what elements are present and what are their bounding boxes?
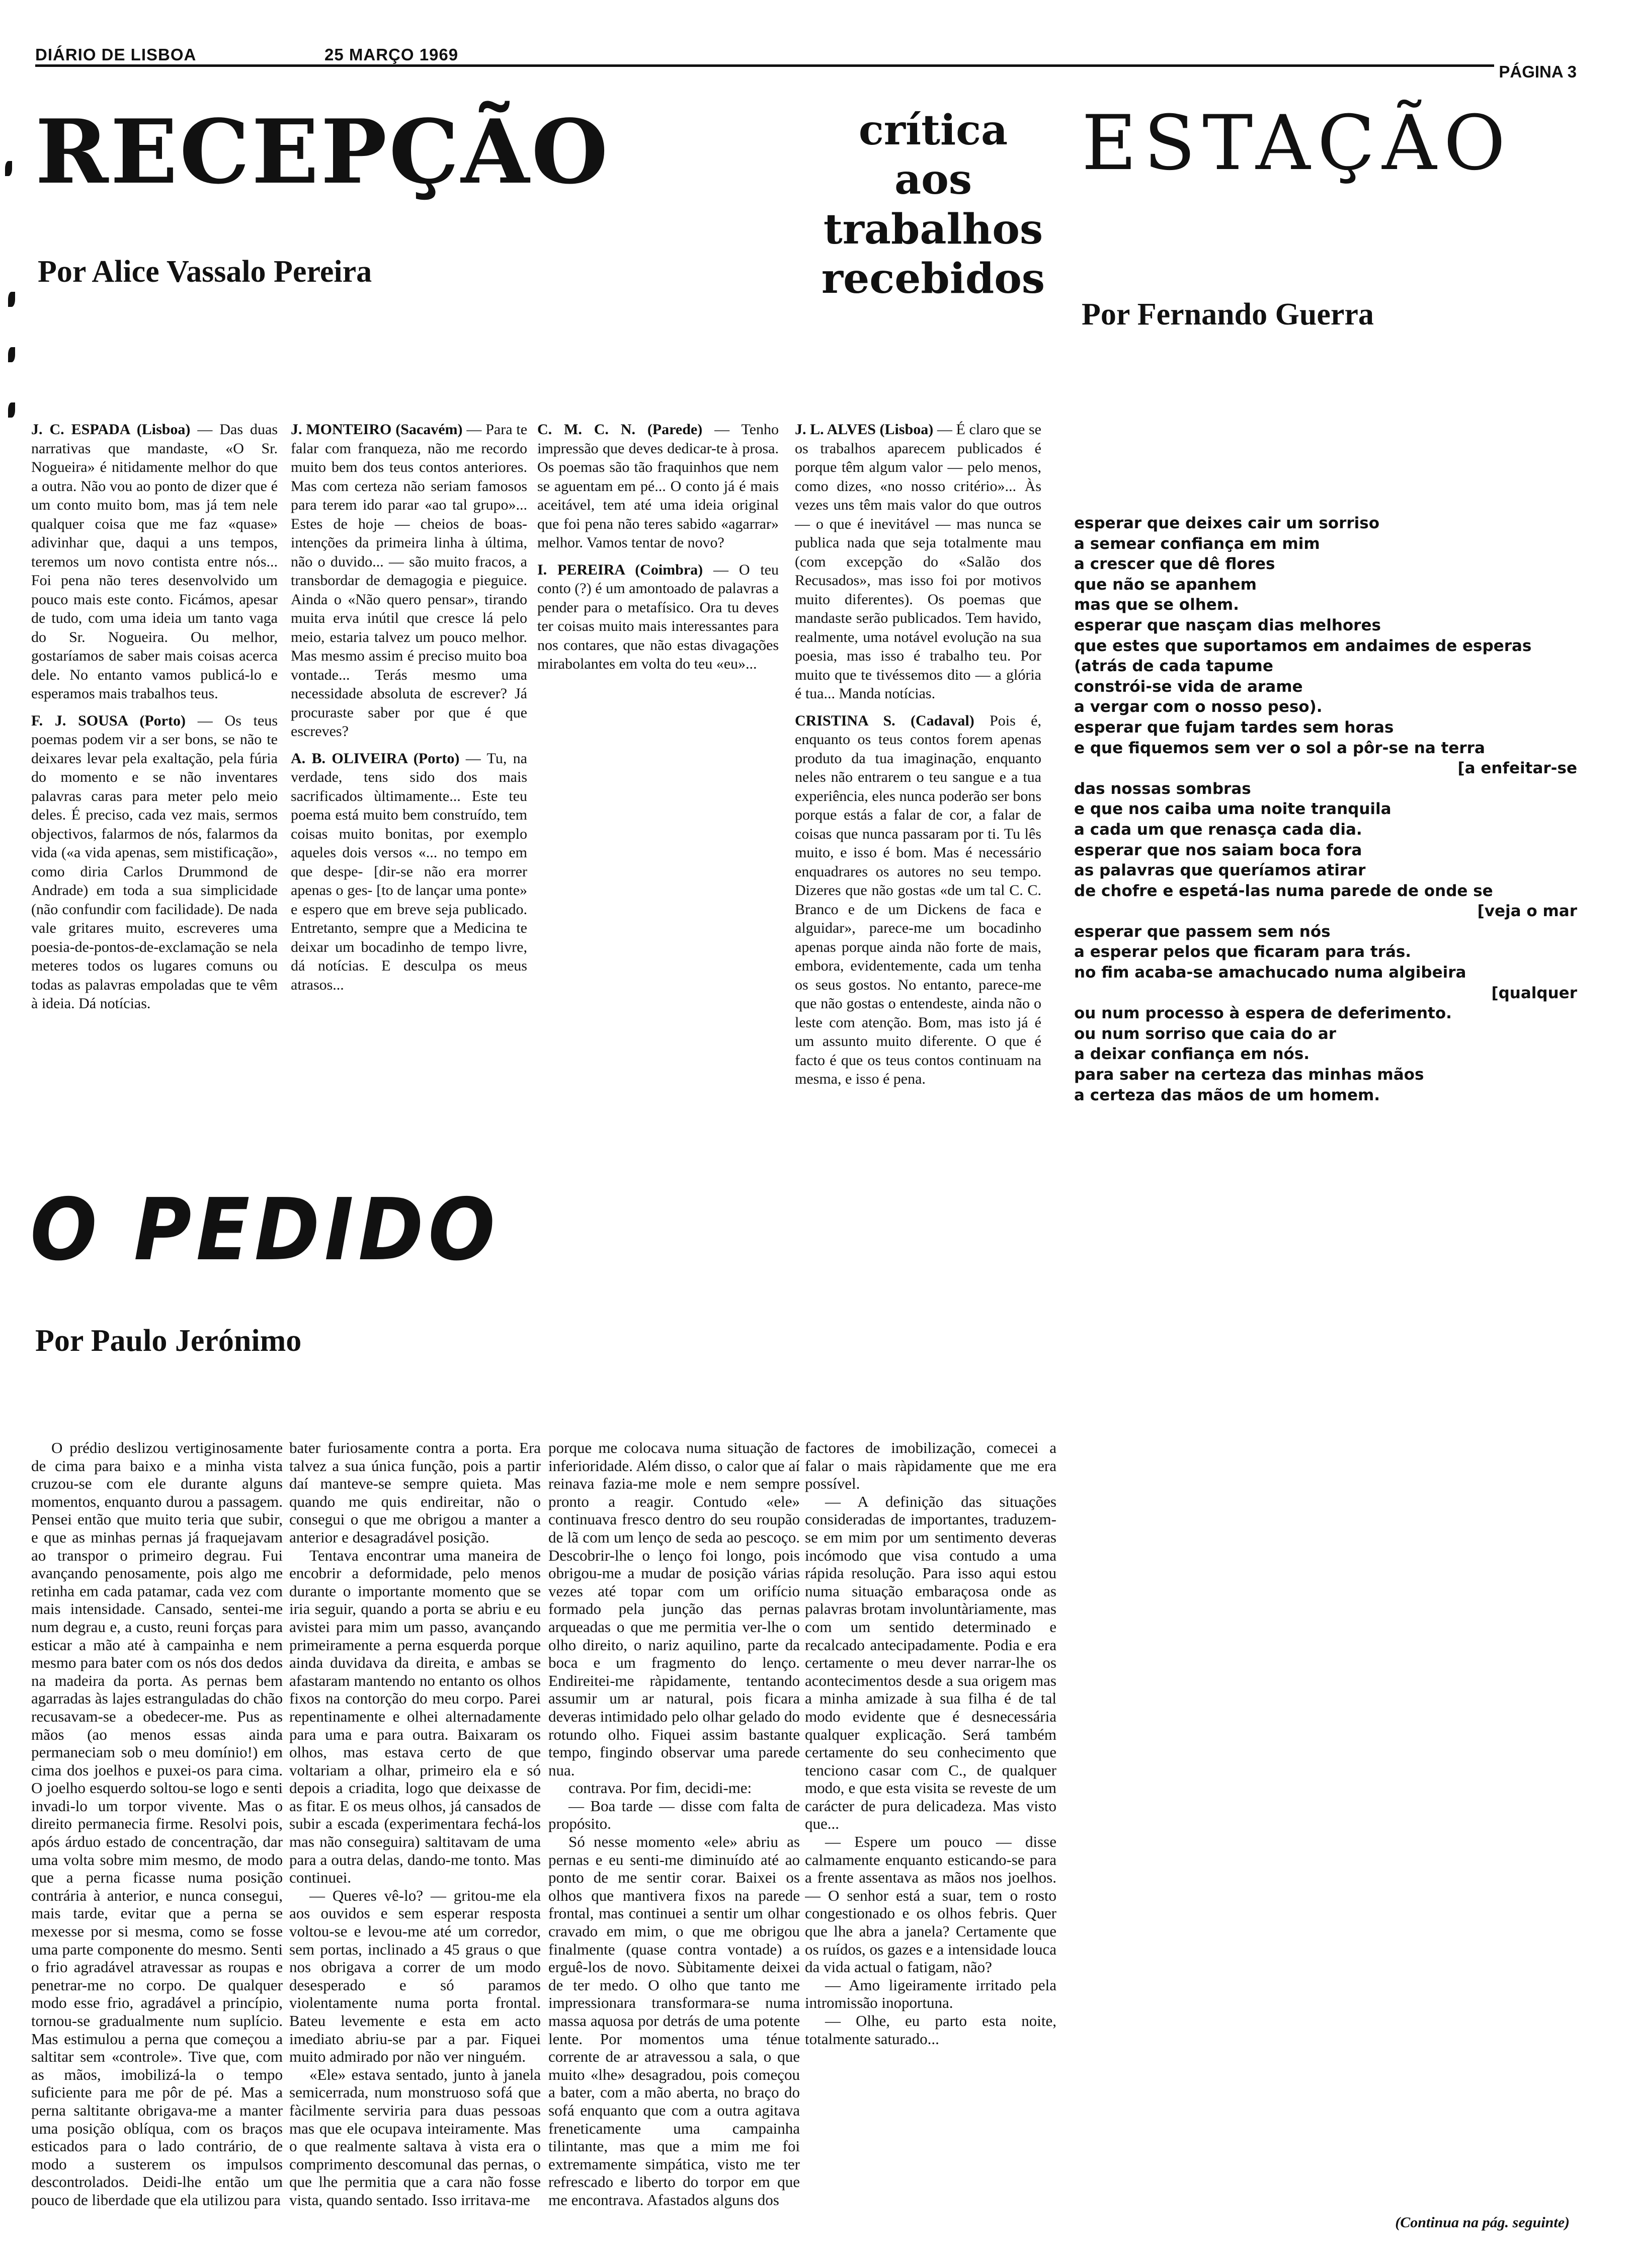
entry-name: F. J. SOUSA (Porto) bbox=[31, 712, 186, 729]
poem-line: esperar que deixes cair um sorriso bbox=[1074, 514, 1380, 532]
entry-name: J. C. ESPADA (Lisboa) bbox=[31, 421, 191, 438]
story-paragraph: — Boa tarde — disse com falta de propósito. bbox=[548, 1797, 800, 1833]
header-rule bbox=[35, 64, 1494, 67]
entry-text: — Tu, na verdade, tens sido dos mais sacrificados ùltimamente... Este teu poema está muito bem construído, tem coisas muito bonitas, por exemplo aqueles dois versos «... no tempo em que despe- [dir-se não era morrer apenas o ges- [to de lançar uma ponte» e espero que em breve seja publicado. Entretanto, sempre que a Medicina te deixar um bocadinho de tempo livre, dá notícias. E desculpa os meus atrasos... bbox=[291, 750, 527, 993]
poem-line: a certeza das mãos de um homem. bbox=[1074, 1086, 1380, 1104]
story-paragraph: — Olhe, eu parto esta noite, totalmente saturado... bbox=[805, 2012, 1056, 2048]
poem-line: a deixar confiança em nós. bbox=[1074, 1045, 1310, 1064]
entry-text: Pois é, enquanto os teus contos forem apenas produto da tua imaginação, enquanto neles não entrarem o teu sangue e a tua experiência, eles nunca poderão ser bons porque estás a falar de cor, a falar de coisas que nunca passaram por ti. Tu lês muito, e isso é bom. Mas é necessário enquadrares os autores no seu tempo. Dizeres que não gostas «de um tal C. C. Branco e de um Dickens de faca e alguidar», parece-me um bocadinho apenas porque ainda não forte de mais, embora, evidentemente, cada um tenha os seus gostos. No entanto, parece-me que não gostas o entendeste, ainda não o leste com atenção. Bom, mas isto já é um assunto muito diferente. O que é facto é que os teus contos continuam na mesma, e isso é pena. bbox=[795, 712, 1041, 1087]
poem-line: das nossas sombras bbox=[1074, 779, 1251, 798]
pedido-column-6 bbox=[1318, 1439, 1572, 2209]
poem-line: [veja o mar bbox=[1477, 902, 1577, 921]
pedido-column-3 bbox=[548, 1439, 800, 2224]
page-number: PÁGINA 3 bbox=[1499, 62, 1577, 81]
entry-name: J. MONTEIRO (Sacavém) bbox=[291, 421, 463, 438]
entry-name: I. PEREIRA (Coimbra) bbox=[537, 561, 703, 578]
poem-line: a semear confiança em mim bbox=[1074, 534, 1320, 553]
poem-line: ou num sorriso que caia do ar bbox=[1074, 1024, 1337, 1043]
poem-line: [a enfeitar-se bbox=[1457, 759, 1577, 778]
poem-line: esperar que passem sem nós bbox=[1074, 922, 1331, 941]
poem-line: esperar que fujam tardes sem horas bbox=[1074, 718, 1394, 737]
entry-name: C. M. C. N. (Parede) bbox=[537, 421, 703, 438]
story-paragraph: — A definição das situações consideradas de importantes, traduzem-se em mim por um sentimento deveras incómodo que visa contudo a uma rápida resolução. Para isso aqui estou numa situação embaraçosa onde as palavras brotam involuntàriamente, mas com um sentido determinado e recalcado antecipadamente. Podia e era certamente o meu dever narrar-lhe os acontecimentos desde a sua origem mas a minha amizade à sua filha é de tal modo evidente que é desnecessária qualquer explicação. Será também certamente do seu conhecimento que tenciono casar com C., de qualquer modo, e que esta visita se reveste de um carácter de pura delicadeza. Mas visto que... bbox=[805, 1492, 1056, 1833]
entry-text: — Para te falar com franqueza, não me recordo muito bem dos teus contos anteriores. Mas com certeza não seriam famosos para terem ido parar «ao tal grupo»... Estes de hoje — cheios de boas-intenções da primeira linha à última, não o duvido... — são muito fracos, a transbordar de demagogia e pieguice. Ainda o «Não quero pensar», tirando muita erva inútil que cresce lá pelo meio, estaria talvez um pouco melhor. Mas mesmo assim é preciso muito boa vontade... Terás mesmo uma necessidade absoluta de escrever? Já procuraste saber por que é que escreves? bbox=[291, 421, 528, 740]
headline-o-pedido: O PEDIDO bbox=[30, 1180, 500, 1280]
story-paragraph: bater furiosamente contra a porta. Era talvez a sua única função, pois a partir daí manteve-se sempre quieta. Mas quando me quis endireitar, não o consegui o que me obrigou a manter a anterior e desagradável posição. bbox=[289, 1439, 541, 1546]
poem-line: (atrás de cada tapume bbox=[1074, 657, 1273, 676]
pedido-column-4 bbox=[805, 1439, 1056, 2224]
pedido-column-2 bbox=[289, 1439, 541, 2224]
margin-mark bbox=[5, 161, 12, 176]
poem-line: que estes que suportamos em andaimes de esperas bbox=[1074, 636, 1532, 655]
poem-line: para saber na certeza das minhas mãos bbox=[1074, 1066, 1424, 1084]
byline-paulo: Por Paulo Jerónimo bbox=[35, 1324, 302, 1358]
story-paragraph: — Amo ligeiramente irritado pela intromissão inoportuna. bbox=[805, 1976, 1056, 2012]
headline-critica: crítica aos trabalhos recebidos bbox=[821, 106, 1045, 303]
headline-estacao: ESTAÇÃO bbox=[1082, 100, 1513, 187]
story-paragraph: — Queres vê-lo? — gritou-me ela aos ouvidos e sem esperar resposta voltou-se e levou-me até um corredor, sem portas, inclinado a 45 graus o que nos obrigava a correr de um modo desesperado e só paramos violentamente numa porta frontal. Bateu levemente e esta em acto imediato abriu-se par a par. Fiquei muito admirado por não ver ninguém. bbox=[289, 1886, 541, 2066]
story-paragraph: porque me colocava numa situação de inferioridade. Além disso, o calor que aí reinava fazia-me mole e nem sempre pronto a reagir. Contudo «ele» continuava fresco dentro do seu roupão de lã com um lenço de seda ao pescoço. Descobrir-lhe o lenço foi longo, pois obrigou-me a mudar de posição várias vezes até topar com um orifício formado pela junção das pernas arqueadas o que me permitia ver-lhe o olho direito, o nariz aquilino, parte da boca e um fragmento do lenço. Endireitei-me ràpidamente, tentando assumir um ar natural, pois ficara deveras intimidado pelo olhar gelado do rotundo olho. Fiquei assim bastante tempo, fingindo observar uma parede nua. bbox=[548, 1439, 800, 1779]
critica-column-4 bbox=[795, 420, 1041, 1097]
critica-column-2 bbox=[291, 420, 527, 1002]
poem-line: constrói-se vida de arame bbox=[1074, 677, 1303, 696]
entry-text: — O teu conto (?) é um amontoado de palavras a pender para o metafísico. Ora tu deves ter coisas muito mais interessantes para nos contares, que não estas divagações mirabolantes em volta do teu «eu»... bbox=[537, 561, 779, 672]
story-paragraph: «Ele» estava sentado, junto à janela semicerrada, num monstruoso sofá que fàcilmente serviria para duas pessoas mas que ele ocupava inteiramente. Mas o que realmente saltava à vista era o comprimento descomunal das pernas, o que lhe permitia que a cara não fosse vista, quando sentado. Isso irritava-me bbox=[289, 2065, 541, 2209]
continuation-note: (Continua na pág. seguinte) bbox=[1395, 2214, 1570, 2231]
pedido-column-5 bbox=[1061, 1439, 1313, 2224]
margin-mark bbox=[8, 402, 15, 418]
entry-name: J. L. ALVES (Lisboa) bbox=[795, 421, 934, 438]
poem-line: mas que se olhem. bbox=[1074, 596, 1239, 614]
margin-mark bbox=[8, 347, 15, 362]
poem-line: a crescer que dê flores bbox=[1074, 555, 1275, 574]
entry-text: — Das duas narrativas que mandaste, «O Sr. Nogueira» é nitidamente melhor do que a outra. Não vou ao ponto de dizer que é um conto muito bom, mas já tem nele qualquer coisa que me faz «quase» adivinhar que, daqui a uns tempos, teremos um novo contista entre nós... Foi pena não teres desenvolvido um pouco mais este conto. Ficámos, apesar de tudo, com uma ideia um tanto vaga do Sr. Nogueira. Ou melhor, gostaríamos de saber mais coisas acerca dele. No entanto vamos publicá-lo e esperamos mais trabalhos teus. bbox=[31, 421, 278, 702]
poem-line: a esperar pelos que ficaram para trás. bbox=[1074, 943, 1412, 961]
poem-line: no fim acaba-se amachucado numa algibeira bbox=[1074, 963, 1466, 982]
poem-line: esperar que nos saiam boca fora bbox=[1074, 841, 1362, 859]
story-paragraph: — Espere um pouco — disse calmamente enquanto esticando-se para a frente assentava as mãos nos joelhos. — O senhor está a suar, tem o rosto congestionado e os olhos febris. Quer que lhe abra a janela? Certamente que os ruídos, os gazes e a intensidade louca da vida actual o fatigam, não? bbox=[805, 1833, 1056, 1976]
entry-text: — Tenho impressão que deves dedicar-te à prosa. Os poemas são tão fraquinhos que nem se aguentam em pé... O conto já é mais aceitável, tem até uma ideia original que foi pena não teres sabido «agarrar» melhor. Vamos tentar de novo? bbox=[537, 421, 779, 551]
issue-date: 25 MARÇO 1969 bbox=[324, 45, 459, 64]
poem-line: ou num processo à espera de deferimento. bbox=[1074, 1004, 1452, 1023]
byline-fernando: Por Fernando Guerra bbox=[1082, 297, 1374, 332]
entry-text: — É claro que se os trabalhos aparecem publicados é porque têm algum valor — pelo menos, como dizes, «no nosso critério»... Às vezes uns têm mais valor do que outros — o que é inevitável — mas nunca se publica nada que seja totalmente mau (com excepção do «Salão dos Recusados», mas isso foi por motivos muito diferentes). Os poemas que mandaste serão publicados. Tem havido, realmente, uma notável evolução na sua poesia, mas isso é trabalho teu. Por muito que te tivéssemos dito — a glória é tua... Manda notícias. bbox=[795, 421, 1042, 702]
entry-text: — Os teus poemas podem vir a ser bons, se não te deixares levar pela exaltação, pela fúria do momento e se não inventares palavras caras para meter pelo meio deles. É preciso, cada vez mais, sermos objectivos, falarmos de nós, falarmos da vida («a vida apenas, sem mistificação», como diria Carlos Drummond de Andrade) em toda a sua simplicidade (não confundir com facilidade). De nada vale gritares muito, escreveres uma poesia-de-pontos-de-exclamação se nela meteres todos os lugares comuns ou todas as palavras empoladas que te vêm à ideia. Dá notícias. bbox=[31, 712, 278, 1012]
entry-name: CRISTINA S. (Cadaval) bbox=[795, 712, 974, 729]
entry-name: A. B. OLIVEIRA (Porto) bbox=[291, 750, 460, 767]
poem-line: [qualquer bbox=[1491, 984, 1577, 1002]
critica-column-1 bbox=[31, 420, 278, 1021]
poem-line: esperar que nasçam dias melhores bbox=[1074, 616, 1381, 634]
poem-line: e que nos caiba uma noite tranquila bbox=[1074, 800, 1392, 819]
margin-mark bbox=[8, 292, 15, 307]
poem-line: a vergar com o nosso peso). bbox=[1074, 698, 1323, 716]
pedido-column-1 bbox=[31, 1439, 283, 2224]
story-paragraph: Só nesse momento «ele» abriu as pernas e eu senti-me diminuído até ao ponto de me sentir corar. Baixei os olhos que mantivera fixos na parede frontal, mas continuei a sentir um olhar cravado em mim, o que me obrigou finalmente (quase contra vontade) a erguê-los de novo. Sùbitamente deixei de ter medo. O olho que tanto me impressionara transformara-se numa massa aquosa por detrás de uma potente lente. Por momentos uma ténue corrente de ar atravessou a sala, o que muito «lhe» desagradou, pois começou a bater, com a mão aberta, no braço do sofá enquanto que com a outra agitava freneticamente uma campainha tilintante, mas que a mim me foi extremamente simpática, visto me ter refrescado e liberto do torpor em que me encontrava. Afastados alguns dos bbox=[548, 1833, 800, 2209]
newspaper-name: DIÁRIO DE LISBOA bbox=[35, 45, 197, 64]
byline-alice: Por Alice Vassalo Pereira bbox=[38, 255, 372, 289]
poem-line: que não se apanhem bbox=[1074, 575, 1257, 594]
poem-estacao bbox=[1074, 513, 1582, 1105]
story-paragraph: Tentava encontrar uma maneira de encobrir a deformidade, pelo menos durante o importante momento que se iria seguir, quando a porta se abriu e eu avistei para mim um passo, avançando primeiramente a perna esquerda porque ainda duvidava da direita, e ambas se afastaram mantendo no entanto os olhos fixos na contorção do meu corpo. Parei repentinamente e olhei alternadamente para uma e para outra. Baixaram os olhos, mas estava certo de que voltariam a olhar, primeiro ela e só depois a criadita, logo que deixasse de as fitar. E os meus olhos, já cansados de subir a escada (experimentara fechá-los mas não conseguira) saltitavam de uma para a outra delas, dando-me tonto. Mas continuei. bbox=[289, 1546, 541, 1887]
story-paragraph: factores de imobilização, comecei a falar o mais ràpidamente que me era possível. bbox=[805, 1439, 1056, 1493]
story-paragraph: O prédio deslizou vertiginosamente de cima para baixo e a minha vista cruzou-se com ele durante alguns momentos, enquanto durou a passagem. Pensei então que muito teria que subir, e que as minhas pernas já fraquejavam ao transpor o primeiro degrau. Fui avançando penosamente, pois algo me retinha em cada patamar, cada vez com mais intensidade. Cansado, sentei-me num degrau e, a custo, reuni forças para esticar a mão até à campainha e nem mesmo para bater com os nós dos dedos na madeira da porta. As pernas bem agarradas às lajes estranguladas do chão recusavam-se a obedecer-me. Pus as mãos (ao menos essas ainda permaneciam sob o meu domínio!) em cima dos joelhos e puxei-os para cima. O joelho esquerdo soltou-se logo e senti invadi-lo um torpor vivente. Mas o direito permanecia firme. Resolvi pois, após árduo estado de concentração, dar uma volta sobre mim mesmo, de modo que a perna ficasse numa posição contrária à anterior, e nunca consegui, mais tarde, evitar que a perna se mexesse por si mesma, como se fosse uma parte componente do mesmo. Senti o frio agradável atravessar as roupas e penetrar-me no corpo. De qualquer modo esse frio, agradável a princípio, tornou-se gradualmente num suplício. Mas estimulou a perna que começou a saltitar sem «controle». Tive que, com as mãos, imobilizá-la o tempo suficiente para me pôr de pé. Mas a perna saltitante obrigava-me a manter uma posição oblíqua, com os braços esticados para o lado contrário, de modo a susterem os impulsos descontrolados. Deidi-lhe então um pouco de liberdade que ela utilizou para bbox=[31, 1439, 283, 2209]
critica-column-3 bbox=[537, 420, 779, 682]
headline-recepcao: RECEPÇÃO bbox=[35, 101, 610, 204]
poem-line: de chofre e espetá-las numa parede de onde se bbox=[1074, 881, 1493, 900]
poem-line: as palavras que queríamos atirar bbox=[1074, 861, 1366, 880]
poem-line: e que fiquemos sem ver o sol a pôr-se na terra bbox=[1074, 739, 1485, 757]
poem-line: a cada um que renasça cada dia. bbox=[1074, 820, 1362, 839]
story-paragraph: contrava. Por fim, decidi-me: bbox=[568, 1779, 752, 1797]
